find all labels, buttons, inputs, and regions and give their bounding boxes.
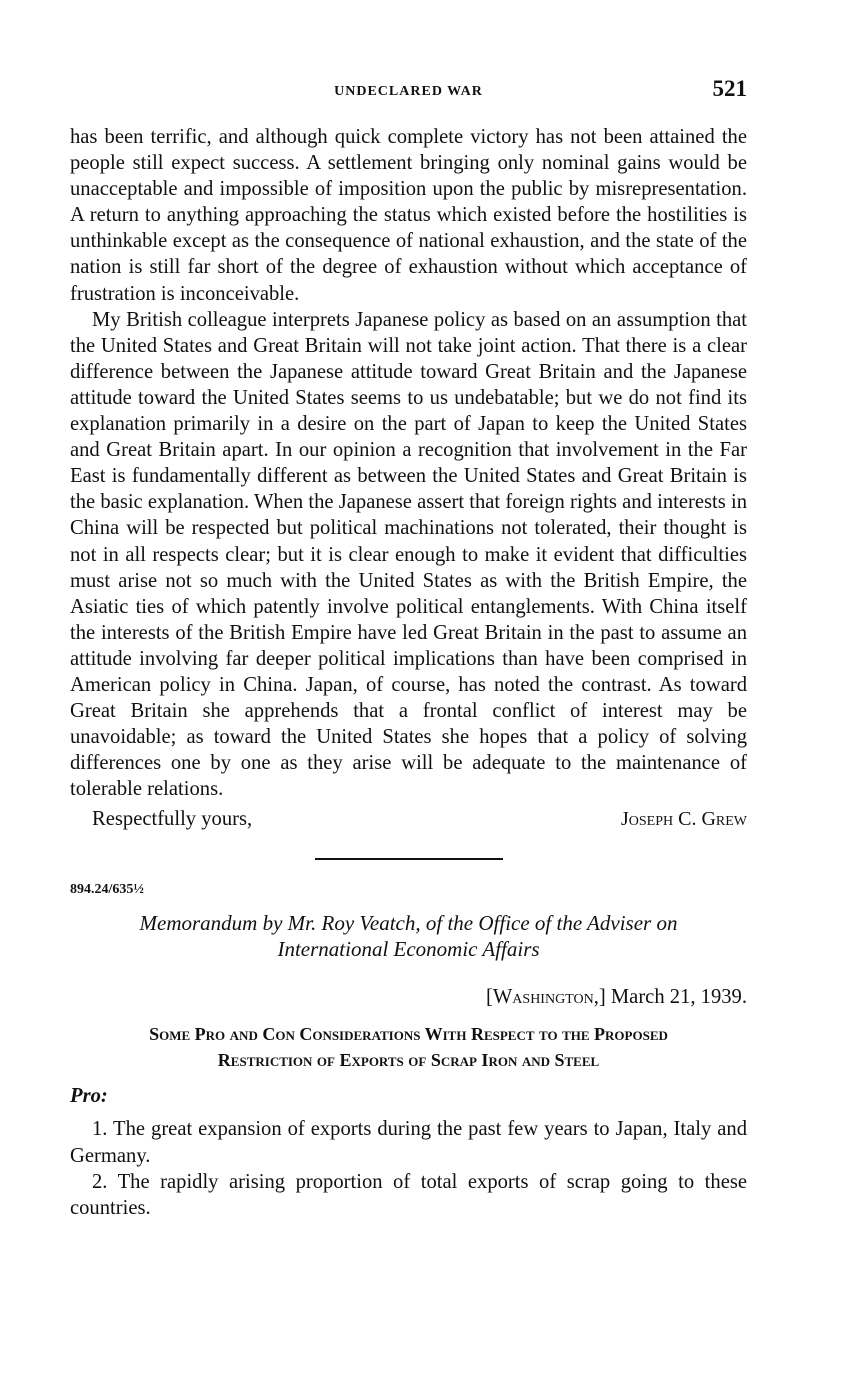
dateline-place: [Washington,] [486, 986, 606, 1009]
pro-list [70, 1116, 747, 1220]
body-paragraph: has been terrific, and although quick complete victory has not been attained the people still expect success. A settlement bringing only nominal gains would be unacceptable and impossible of imposition upon the public by misrepresentation. A return to anything approaching the status which existed before the hostilities is unthinkable except as the consequence of national exhaustion, and the state of the nation is still far short of the degree of exhaustion without which acceptance of frustration is inconceivable. [70, 126, 747, 305]
section-label-pro: Pro: [70, 1085, 108, 1108]
letter-body [70, 124, 747, 802]
memo-title [70, 1021, 747, 1073]
dateline-date: March 21, 1939. [610, 986, 747, 1009]
signature: Joseph C. Grew [620, 808, 747, 831]
memo-heading-line: International Economic Affairs [277, 937, 540, 962]
memo-heading-line: Memorandum by Mr. Roy Veatch, of the Office of the Adviser on [139, 911, 678, 936]
memo-title-line: Restriction of Exports of Scrap Iron and Steel [217, 1050, 600, 1071]
letter-closing [70, 808, 747, 834]
body-paragraph: My British colleague interprets Japanese policy as based on an assumption that the United States and Great Britain will not take joint action. That there is a clear difference between the Japanese attitude toward Great Britain and the Japanese attitude toward the United States seems to us undebatable; but we do not find its explanation primarily in a desire on the part of Japan to keep the United States and Great Britain apart. In our opinion a recognition that involvement in the Far East is fundamentally different as between the United States and Great Britain is the basic explanation. When the Japanese assert that foreign rights and interests in China will be respected but political machinations not tolerated, their thought is not in all respects clear; but it is clear enough to make it evident that difficulties must arise not so much with the United States as with the British Empire, the Asiatic ties of which patently involve political entanglements. With China itself the interests of the British Empire have led Great Britain in the past to assume an attitude involving far deeper political implications than have been comprised in American policy in China. Japan, of course, has noted the contrast. As toward Great Britain she apprehends that a frontal conflict of interest may be unavoidable; as toward the United States she hopes that a policy of solving differences one by one as they arise will be adequate to the maintenance of tolerable relations. [70, 308, 747, 801]
section-divider [315, 858, 503, 860]
document-page [70, 0, 747, 1221]
file-number: 894.24/635½ [70, 882, 144, 898]
running-head [70, 76, 747, 101]
list-item: 2. The rapidly arising proportion of total exports of scrap going to these countries. [70, 1170, 747, 1219]
dateline [70, 986, 747, 1009]
page-number: 521 [712, 76, 747, 101]
memo-heading [70, 910, 747, 962]
memo-title-line: Some Pro and Con Considerations With Respect to the Proposed [149, 1024, 668, 1045]
salutation: Respectfully yours, [92, 808, 253, 831]
list-item: 1. The great expansion of exports during the past few years to Japan, Italy and Germany. [70, 1118, 747, 1167]
running-title: UNDECLARED WAR [334, 84, 483, 99]
